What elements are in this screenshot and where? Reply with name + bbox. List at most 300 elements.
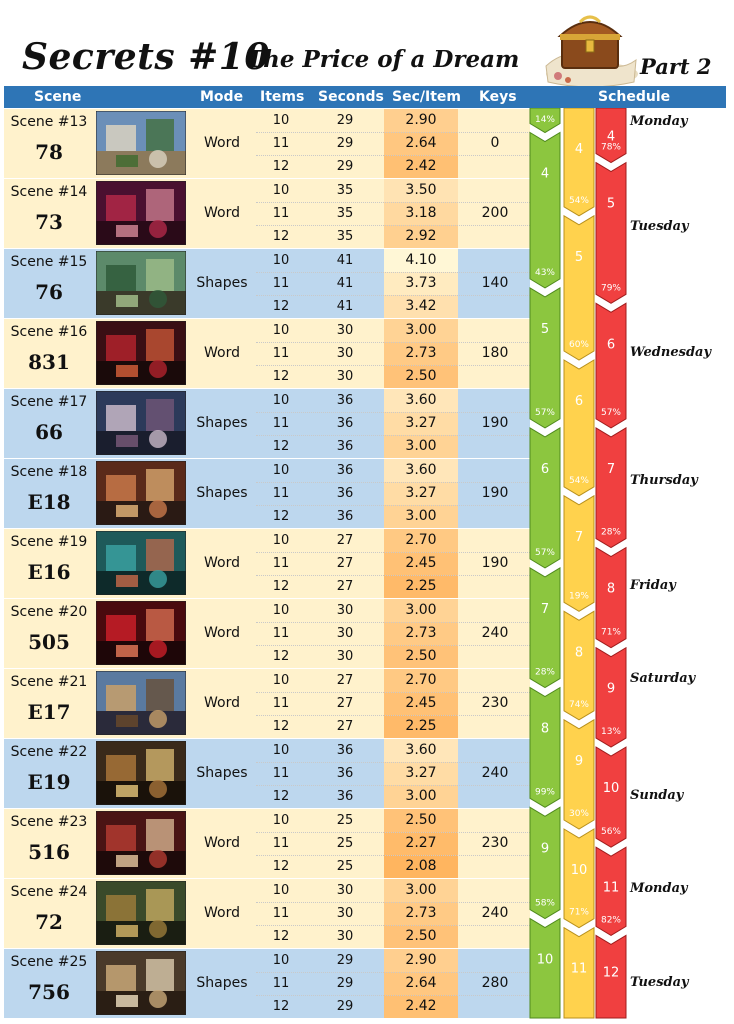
scene-number: 72 [35,910,63,934]
scene-mode: Word [204,345,240,361]
seconds-value: 27 [336,719,354,734]
scene-name-cell [4,598,94,668]
segment-percent: 28% [600,527,622,538]
segment-percent: 56% [600,827,622,838]
schedule-segment-yellow [564,496,594,612]
segment-percent: 30% [568,809,590,819]
scene-number: E18 [27,490,71,514]
schedule-segment-yellow [564,216,594,360]
header-keys: Keys [479,89,517,105]
sec-per-item-value: 2.64 [384,972,458,995]
sec-per-item-value: 3.50 [384,179,458,202]
items-value: 11 [272,696,290,711]
scene-name: Scene #20 [10,604,88,620]
schedule-arrow [530,133,560,288]
segment-label: 5 [574,249,584,265]
sec-per-item-value: 2.45 [384,692,458,715]
items-value: 10 [272,463,290,478]
sec-per-item-value: 4.10 [384,249,458,272]
scene-mode: Shapes [196,765,248,781]
scene-name-cell [4,388,94,458]
seconds-value: 36 [336,393,354,408]
scene-mode: Shapes [196,975,248,991]
segment-label: 9 [574,753,584,769]
scene-mode: Shapes [196,275,248,291]
header-scene: Scene [34,89,82,105]
segment-label: 12 [602,965,620,981]
items-value: 10 [272,743,290,758]
scene-thumbnail-parlor [96,811,186,875]
scene-name-cell [4,528,94,598]
scene-mode: Word [204,205,240,221]
sec-per-item-value: 2.50 [384,809,458,832]
scene-name: Scene #17 [10,394,88,410]
scene-thumbnail-tealroom [96,531,186,595]
sec-per-item-value: 3.00 [384,785,458,808]
sec-per-item-value: 2.42 [384,155,458,178]
sec-per-item-value: 2.90 [384,109,458,132]
sec-per-item-value: 2.70 [384,669,458,692]
items-value: 10 [272,673,290,688]
scene-number: E19 [27,770,71,794]
part-label: Part 2 [640,54,712,79]
schedule-segment-red [596,548,626,648]
sec-per-item-value: 2.64 [384,132,458,155]
seconds-value: 30 [336,626,354,641]
scene-number: 66 [35,420,63,444]
schedule-segment-yellow [564,829,594,928]
segment-label: 9 [606,681,616,697]
schedule-segment-yellow [564,611,594,720]
segment-label: 10 [536,952,554,968]
scene-name-cell [4,738,94,808]
sec-per-item-value: 2.08 [384,855,458,878]
seconds-value: 29 [336,976,354,991]
items-value: 10 [272,113,290,128]
segment-label: 10 [570,863,588,878]
scene-row [4,598,530,668]
items-value: 10 [272,393,290,408]
scene-number: E16 [27,560,71,584]
scene-mode: Word [204,835,240,851]
seconds-value: 27 [336,673,354,688]
segment-percent: 58% [534,898,556,909]
scene-name: Scene #15 [10,254,88,270]
scene-row [4,388,530,458]
segment-label: 4 [606,129,616,145]
row-divider [4,388,530,389]
items-value: 10 [272,813,290,828]
items-value: 11 [272,556,290,571]
scene-name: Scene #21 [10,674,88,690]
segment-label: 8 [606,581,616,597]
schedule-segment-yellow [564,360,594,496]
items-value: 10 [272,533,290,548]
scene-keys: 200 [481,205,509,221]
schedule-day-label: Saturday [630,670,696,686]
segment-percent: 57% [534,407,556,418]
items-value: 11 [272,626,290,641]
segment-percent: 71% [568,907,590,918]
scene-row [4,668,530,738]
sec-per-item-value: 2.50 [384,925,458,948]
segment-percent: 74% [568,699,590,710]
header-items: Items [260,89,305,105]
segment-label: 7 [606,461,616,477]
scene-keys: 230 [481,695,509,711]
row-divider [4,108,530,109]
items-value: 12 [272,719,290,734]
header-seconds: Seconds [318,89,384,105]
row-divider [4,738,530,739]
sec-per-item-value: 3.00 [384,505,458,528]
seconds-value: 36 [336,509,354,524]
scene-thumbnail-theater [96,601,186,665]
scene-thumbnail-redroom [96,321,186,385]
schedule-segment-red [596,747,626,847]
items-value: 12 [272,299,290,314]
segment-percent: 99% [534,787,556,798]
schedule-segment-green [530,807,560,918]
segment-percent: 60% [568,340,590,350]
segment-label: 6 [606,337,616,353]
schedule-arrow [530,288,560,428]
schedule-segment-red [596,303,626,428]
scene-name-cell [4,108,94,178]
row-divider [4,248,530,249]
schedule-arrow [530,919,560,1018]
segment-label: 10 [602,781,620,797]
scene-name: Scene #19 [10,534,88,550]
header-mode: Mode [200,89,244,105]
items-value: 11 [272,136,290,151]
schedule-segment-green [530,688,560,808]
segment-label: 8 [574,645,584,661]
items-value: 12 [272,999,290,1014]
segment-label: 4 [540,166,550,182]
schedule-segment-green [530,919,560,1018]
items-value: 12 [272,859,290,874]
sec-per-item-value: 2.45 [384,552,458,575]
items-value: 10 [272,183,290,198]
schedule-segment-red [596,847,626,935]
schedule-segment-yellow [564,108,594,216]
scene-thumbnail-cell [94,948,188,1018]
schedule-day-label: Monday [630,880,688,896]
scene-name: Scene #16 [10,324,88,340]
sec-per-item-value: 3.42 [384,295,458,318]
seconds-value: 27 [336,533,354,548]
seconds-value: 36 [336,486,354,501]
scene-row [4,948,530,1018]
header-sec-item: Sec/Item [392,89,461,105]
scene-keys: 230 [481,835,509,851]
sec-per-item-value: 2.70 [384,529,458,552]
scene-thumbnail-cell [94,318,188,388]
row-divider [4,948,530,949]
scene-row [4,108,530,178]
seconds-value: 29 [336,113,354,128]
segment-label: 5 [606,196,616,212]
scene-number: 76 [35,280,63,304]
segment-percent: 43% [534,267,556,278]
seconds-value: 36 [336,789,354,804]
seconds-value: 25 [336,836,354,851]
seconds-value: 25 [336,813,354,828]
seconds-value: 36 [336,439,354,454]
scene-keys: 190 [481,555,509,571]
scene-row [4,458,530,528]
items-value: 11 [272,416,290,431]
segment-label: 7 [540,601,550,617]
sec-per-item-value: 2.73 [384,622,458,645]
schedule-segment-green [530,288,560,428]
scene-thumbnail-cell [94,668,188,738]
sec-per-item-value: 3.00 [384,879,458,902]
items-value: 10 [272,603,290,618]
sec-per-item-value: 2.27 [384,832,458,855]
seconds-value: 29 [336,953,354,968]
sec-per-item-value: 3.27 [384,762,458,785]
scene-name: Scene #23 [10,814,88,830]
scene-thumbnail-library [96,881,186,945]
seconds-value: 29 [336,999,354,1014]
schedule-segment-yellow [564,720,594,829]
seconds-value: 36 [336,743,354,758]
row-divider [4,528,530,529]
treasure-chest-icon [540,4,640,90]
sec-per-item-value: 2.90 [384,949,458,972]
scene-thumbnail-street [96,671,186,735]
scene-row [4,878,530,948]
seconds-value: 35 [336,206,354,221]
sec-per-item-value: 2.42 [384,995,458,1018]
sec-per-item-value: 3.18 [384,202,458,225]
scene-name-cell [4,808,94,878]
segment-percent: 78% [600,142,622,153]
sec-per-item-value: 3.27 [384,482,458,505]
seconds-value: 36 [336,416,354,431]
scene-row [4,808,530,878]
scene-thumbnail-cell [94,738,188,808]
items-value: 11 [272,906,290,921]
schedule-segment-red [596,648,626,747]
scene-keys: 190 [481,415,509,431]
seconds-value: 30 [336,883,354,898]
scene-mode: Word [204,135,240,151]
items-value: 12 [272,929,290,944]
items-value: 11 [272,346,290,361]
items-value: 12 [272,509,290,524]
scene-name-cell [4,318,94,388]
segment-label: 11 [602,880,620,896]
scene-keys: 180 [481,345,509,361]
sec-per-item-value: 3.60 [384,739,458,762]
sec-per-item-value: 3.00 [384,319,458,342]
items-value: 12 [272,649,290,664]
scene-keys: 0 [490,135,500,151]
scene-name-cell [4,178,94,248]
scene-keys: 140 [481,275,509,291]
table-header [4,86,726,108]
sec-per-item-value: 3.73 [384,272,458,295]
segment-percent: 57% [534,547,556,558]
seconds-value: 41 [336,276,354,291]
scene-thumbnail-cell [94,808,188,878]
scene-name: Scene #24 [10,884,88,900]
items-value: 11 [272,276,290,291]
segment-percent: 54% [568,475,590,486]
schedule-arrow [530,428,560,568]
seconds-value: 36 [336,463,354,478]
items-value: 11 [272,486,290,501]
scene-number: E17 [27,700,71,724]
items-value: 11 [272,206,290,221]
sec-per-item-value: 2.50 [384,645,458,668]
segment-percent: 71% [600,627,622,638]
scene-mode: Shapes [196,415,248,431]
items-value: 11 [272,836,290,851]
segment-percent: 14% [534,115,556,125]
seconds-value: 36 [336,766,354,781]
scene-keys: 240 [481,765,509,781]
scene-row [4,178,530,248]
schedule-segment-yellow [564,928,594,1018]
schedule-day-label: Sunday [630,788,684,804]
items-value: 12 [272,439,290,454]
seconds-value: 27 [336,556,354,571]
scene-name: Scene #14 [10,184,88,200]
sec-per-item-value: 3.00 [384,435,458,458]
seconds-value: 35 [336,229,354,244]
items-value: 10 [272,323,290,338]
items-value: 10 [272,883,290,898]
sec-per-item-value: 3.60 [384,459,458,482]
seconds-value: 35 [336,183,354,198]
title-bar [0,0,734,86]
seconds-value: 25 [336,859,354,874]
items-value: 12 [272,789,290,804]
row-divider [4,458,530,459]
scene-thumbnail-bedroom [96,391,186,455]
scene-thumbnail-mansion [96,111,186,175]
segment-label: 8 [540,721,550,737]
scene-mode: Word [204,625,240,641]
row-divider [4,668,530,669]
seconds-value: 41 [336,253,354,268]
items-value: 12 [272,369,290,384]
schedule-arrow [596,163,626,304]
sec-per-item-value: 2.25 [384,575,458,598]
scene-name-cell [4,668,94,738]
schedule-day-label: Friday [630,578,676,594]
items-value: 11 [272,766,290,781]
sec-per-item-value: 3.27 [384,412,458,435]
scene-mode: Word [204,555,240,571]
seconds-value: 27 [336,579,354,594]
seconds-value: 29 [336,159,354,174]
schedule-segment-green [530,133,560,288]
scene-name-cell [4,458,94,528]
scene-number: 831 [28,350,70,374]
scene-thumbnail-forest [96,251,186,315]
seconds-value: 41 [336,299,354,314]
scene-thumbnail-cell [94,388,188,458]
scene-keys: 280 [481,975,509,991]
scene-row [4,738,530,808]
sec-per-item-value: 2.50 [384,365,458,388]
scene-thumbnail-study [96,741,186,805]
row-divider [4,878,530,879]
schedule-segment-red [596,428,626,548]
seconds-value: 30 [336,346,354,361]
scene-row [4,318,530,388]
items-value: 12 [272,159,290,174]
segment-label: 11 [570,961,588,977]
schedule-day-label: Thursday [630,473,698,489]
schedule-arrow [564,216,594,360]
segment-label: 5 [540,321,550,337]
scene-name-cell [4,878,94,948]
schedule-day-label: Tuesday [630,975,689,990]
scene-thumbnail-cell [94,178,188,248]
seconds-value: 30 [336,369,354,384]
items-value: 11 [272,976,290,991]
row-divider [4,598,530,599]
sec-per-item-value: 2.92 [384,225,458,248]
segment-percent: 54% [568,195,590,206]
scene-name: Scene #25 [10,954,88,970]
schedule-segment-red [596,108,626,163]
scene-number: 73 [35,210,63,234]
sec-per-item-value: 3.00 [384,599,458,622]
scene-name-cell [4,248,94,318]
scene-thumbnail-cell [94,108,188,178]
scene-mode: Word [204,905,240,921]
scene-number: 756 [28,980,70,1004]
row-divider [4,808,530,809]
seconds-value: 30 [336,649,354,664]
schedule-day-label: Wednesday [630,345,712,360]
segment-label: 9 [540,841,550,857]
schedule-day-label: Tuesday [630,219,689,234]
scene-name: Scene #13 [10,114,88,130]
scene-name-cell [4,948,94,1018]
schedule-segment-green [530,428,560,568]
page-title: Secrets #10 [22,36,270,78]
header-schedule: Schedule [598,89,671,105]
seconds-value: 30 [336,323,354,338]
items-value: 10 [272,253,290,268]
page-subtitle: The Price of a Dream [246,46,520,73]
scene-number: 78 [35,140,63,164]
seconds-value: 30 [336,929,354,944]
scene-number: 505 [28,630,70,654]
segment-label: 6 [574,394,584,409]
segment-percent: 13% [600,727,622,738]
scene-thumbnail-cell [94,598,188,668]
scene-thumbnail-stage [96,181,186,245]
segment-percent: 79% [600,283,622,294]
segment-label: 6 [540,461,550,477]
scene-name: Scene #18 [10,464,88,480]
scene-row [4,528,530,598]
sec-per-item-value: 3.60 [384,389,458,412]
row-divider [4,318,530,319]
schedule-segment-green [530,108,560,133]
scene-row [4,248,530,318]
scene-thumbnail-cell [94,248,188,318]
